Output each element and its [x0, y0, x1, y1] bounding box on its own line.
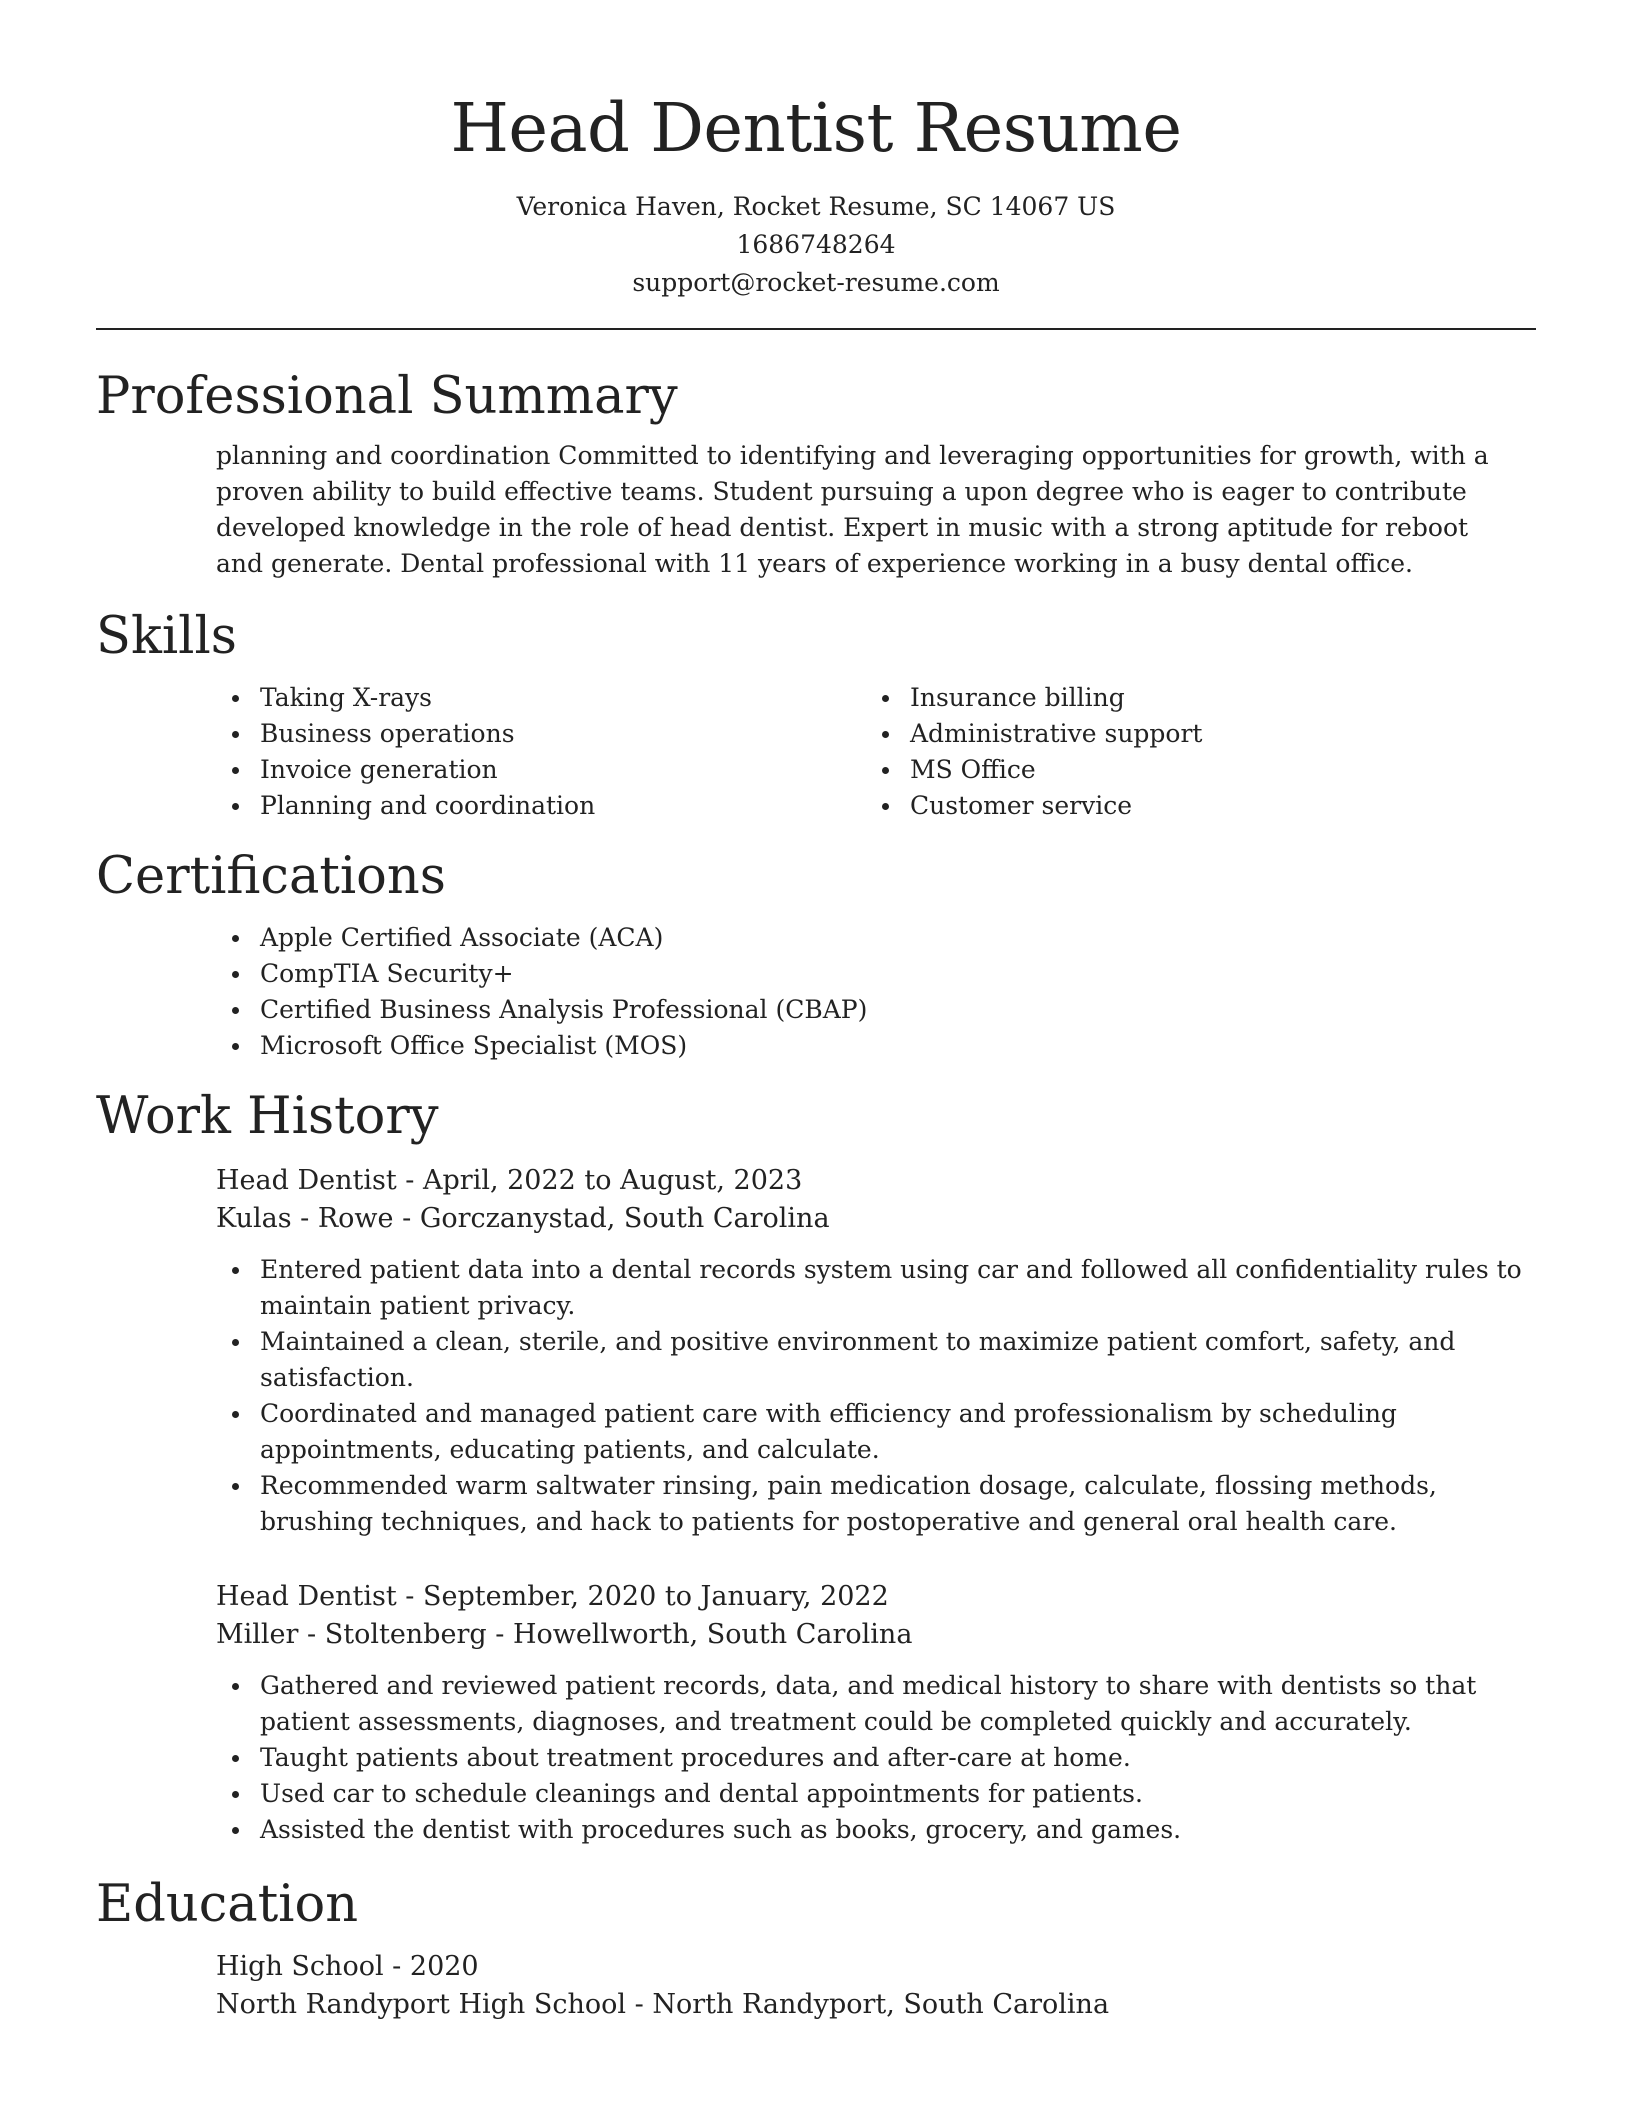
certification-item: CompTIA Security+ — [260, 956, 1536, 992]
job-location: Howellworth, South Carolina — [512, 1619, 913, 1650]
certifications-heading: Certifications — [96, 847, 446, 906]
education-entry — [216, 1948, 1536, 2024]
skill-item: Customer service — [910, 788, 1516, 824]
education-school: North Randyport High School — [216, 1989, 627, 2020]
job-title: Head Dentist — [216, 1581, 397, 1612]
education-location: North Randyport, South Carolina — [652, 1989, 1110, 2020]
job-company-line — [216, 1616, 1536, 1654]
separator: - — [396, 1581, 423, 1612]
skill-item: Taking X-rays — [260, 680, 866, 716]
job-company: Kulas - Rowe — [216, 1203, 394, 1234]
job-bullet: Maintained a clean, sterile, and positive environment to maximize patient comfort, safety, and satisfaction. — [260, 1324, 1536, 1396]
job-bullet: Assisted the dentist with procedures such as books, grocery, and games. — [260, 1812, 1536, 1848]
job-bullets — [216, 1252, 1536, 1540]
job-dates: April, 2022 to August, 2023 — [423, 1165, 803, 1196]
job-title: Head Dentist — [216, 1165, 397, 1196]
skills-column-left — [216, 680, 866, 824]
skill-item: Business operations — [260, 716, 866, 752]
certification-item: Apple Certified Associate (ACA) — [260, 920, 1536, 956]
skill-item: Invoice generation — [260, 752, 866, 788]
summary-text: planning and coordination Committed to identifying and leveraging opportunities for growth, with a proven ability to build effective teams. Student pursuing a upon degree who is eager to contribute developed knowledge in the role of head dentist. Expert in music with a strong aptitude for reboot and generate. Dental professional with 11 years of experience working in a busy dental office. — [216, 441, 1489, 578]
skill-item: Planning and coordination — [260, 788, 866, 824]
job-bullet: Recommended warm saltwater rinsing, pain medication dosage, calculate, flossing methods, brushing techniques, and hack to patients for postoperative and general oral health care. — [260, 1468, 1536, 1540]
job-company-line — [216, 1200, 1536, 1238]
skills-grid — [216, 680, 1536, 824]
job-bullet: Taught patients about treatment procedures and after-care at home. — [260, 1740, 1536, 1776]
skill-item: Administrative support — [910, 716, 1516, 752]
education-degree: High School — [216, 1951, 384, 1982]
skills-column-right — [866, 680, 1516, 824]
job-title-line — [216, 1578, 1536, 1616]
job-bullet: Coordinated and managed patient care with efficiency and professionalism by scheduling appointments, educating patients, and calculate. — [260, 1396, 1536, 1468]
separator: - — [486, 1619, 513, 1650]
separator: - — [383, 1951, 410, 1982]
job-dates: September, 2020 to January, 2022 — [423, 1581, 889, 1612]
job-company: Miller - Stoltenberg — [216, 1619, 487, 1650]
contact-address: Veronica Haven, Rocket Resume, SC 14067 US — [516, 192, 1116, 221]
contact-phone: 1686748264 — [736, 230, 896, 259]
job-entry — [216, 1162, 1536, 1540]
separator: - — [626, 1989, 653, 2020]
resume-title: Head Dentist Resume — [450, 89, 1182, 167]
contact-email: support@rocket-resume.com — [632, 268, 1000, 297]
education-degree-line — [216, 1948, 1536, 1986]
skill-item: MS Office — [910, 752, 1516, 788]
job-entry — [216, 1578, 1536, 1848]
job-bullet: Gathered and reviewed patient records, data, and medical history to share with dentists so that patient assessments, diagnoses, and treatment could be completed quickly and accurately. — [260, 1668, 1536, 1740]
header-divider — [96, 328, 1536, 330]
education-heading: Education — [96, 1875, 359, 1934]
separator: - — [396, 1165, 423, 1196]
job-location: Gorczanystad, South Carolina — [419, 1203, 830, 1234]
certification-item: Microsoft Office Specialist (MOS) — [260, 1028, 1536, 1064]
contact-block — [96, 188, 1536, 302]
skill-item: Insurance billing — [910, 680, 1516, 716]
job-bullet: Used car to schedule cleanings and dental appointments for patients. — [260, 1776, 1536, 1812]
summary-heading: Professional Summary — [96, 367, 678, 426]
separator: - — [393, 1203, 420, 1234]
certifications-list — [216, 920, 1536, 1064]
job-title-line — [216, 1162, 1536, 1200]
education-school-line — [216, 1986, 1536, 2024]
skills-heading: Skills — [96, 607, 237, 666]
job-bullets — [216, 1668, 1536, 1848]
certification-item: Certified Business Analysis Professional (CBAP) — [260, 992, 1536, 1028]
work-history-heading: Work History — [96, 1087, 439, 1146]
resume-page — [96, 0, 1536, 2024]
education-year: 2020 — [409, 1951, 479, 1982]
job-bullet: Entered patient data into a dental records system using car and followed all confidentiality rules to maintain patient privacy. — [260, 1252, 1536, 1324]
